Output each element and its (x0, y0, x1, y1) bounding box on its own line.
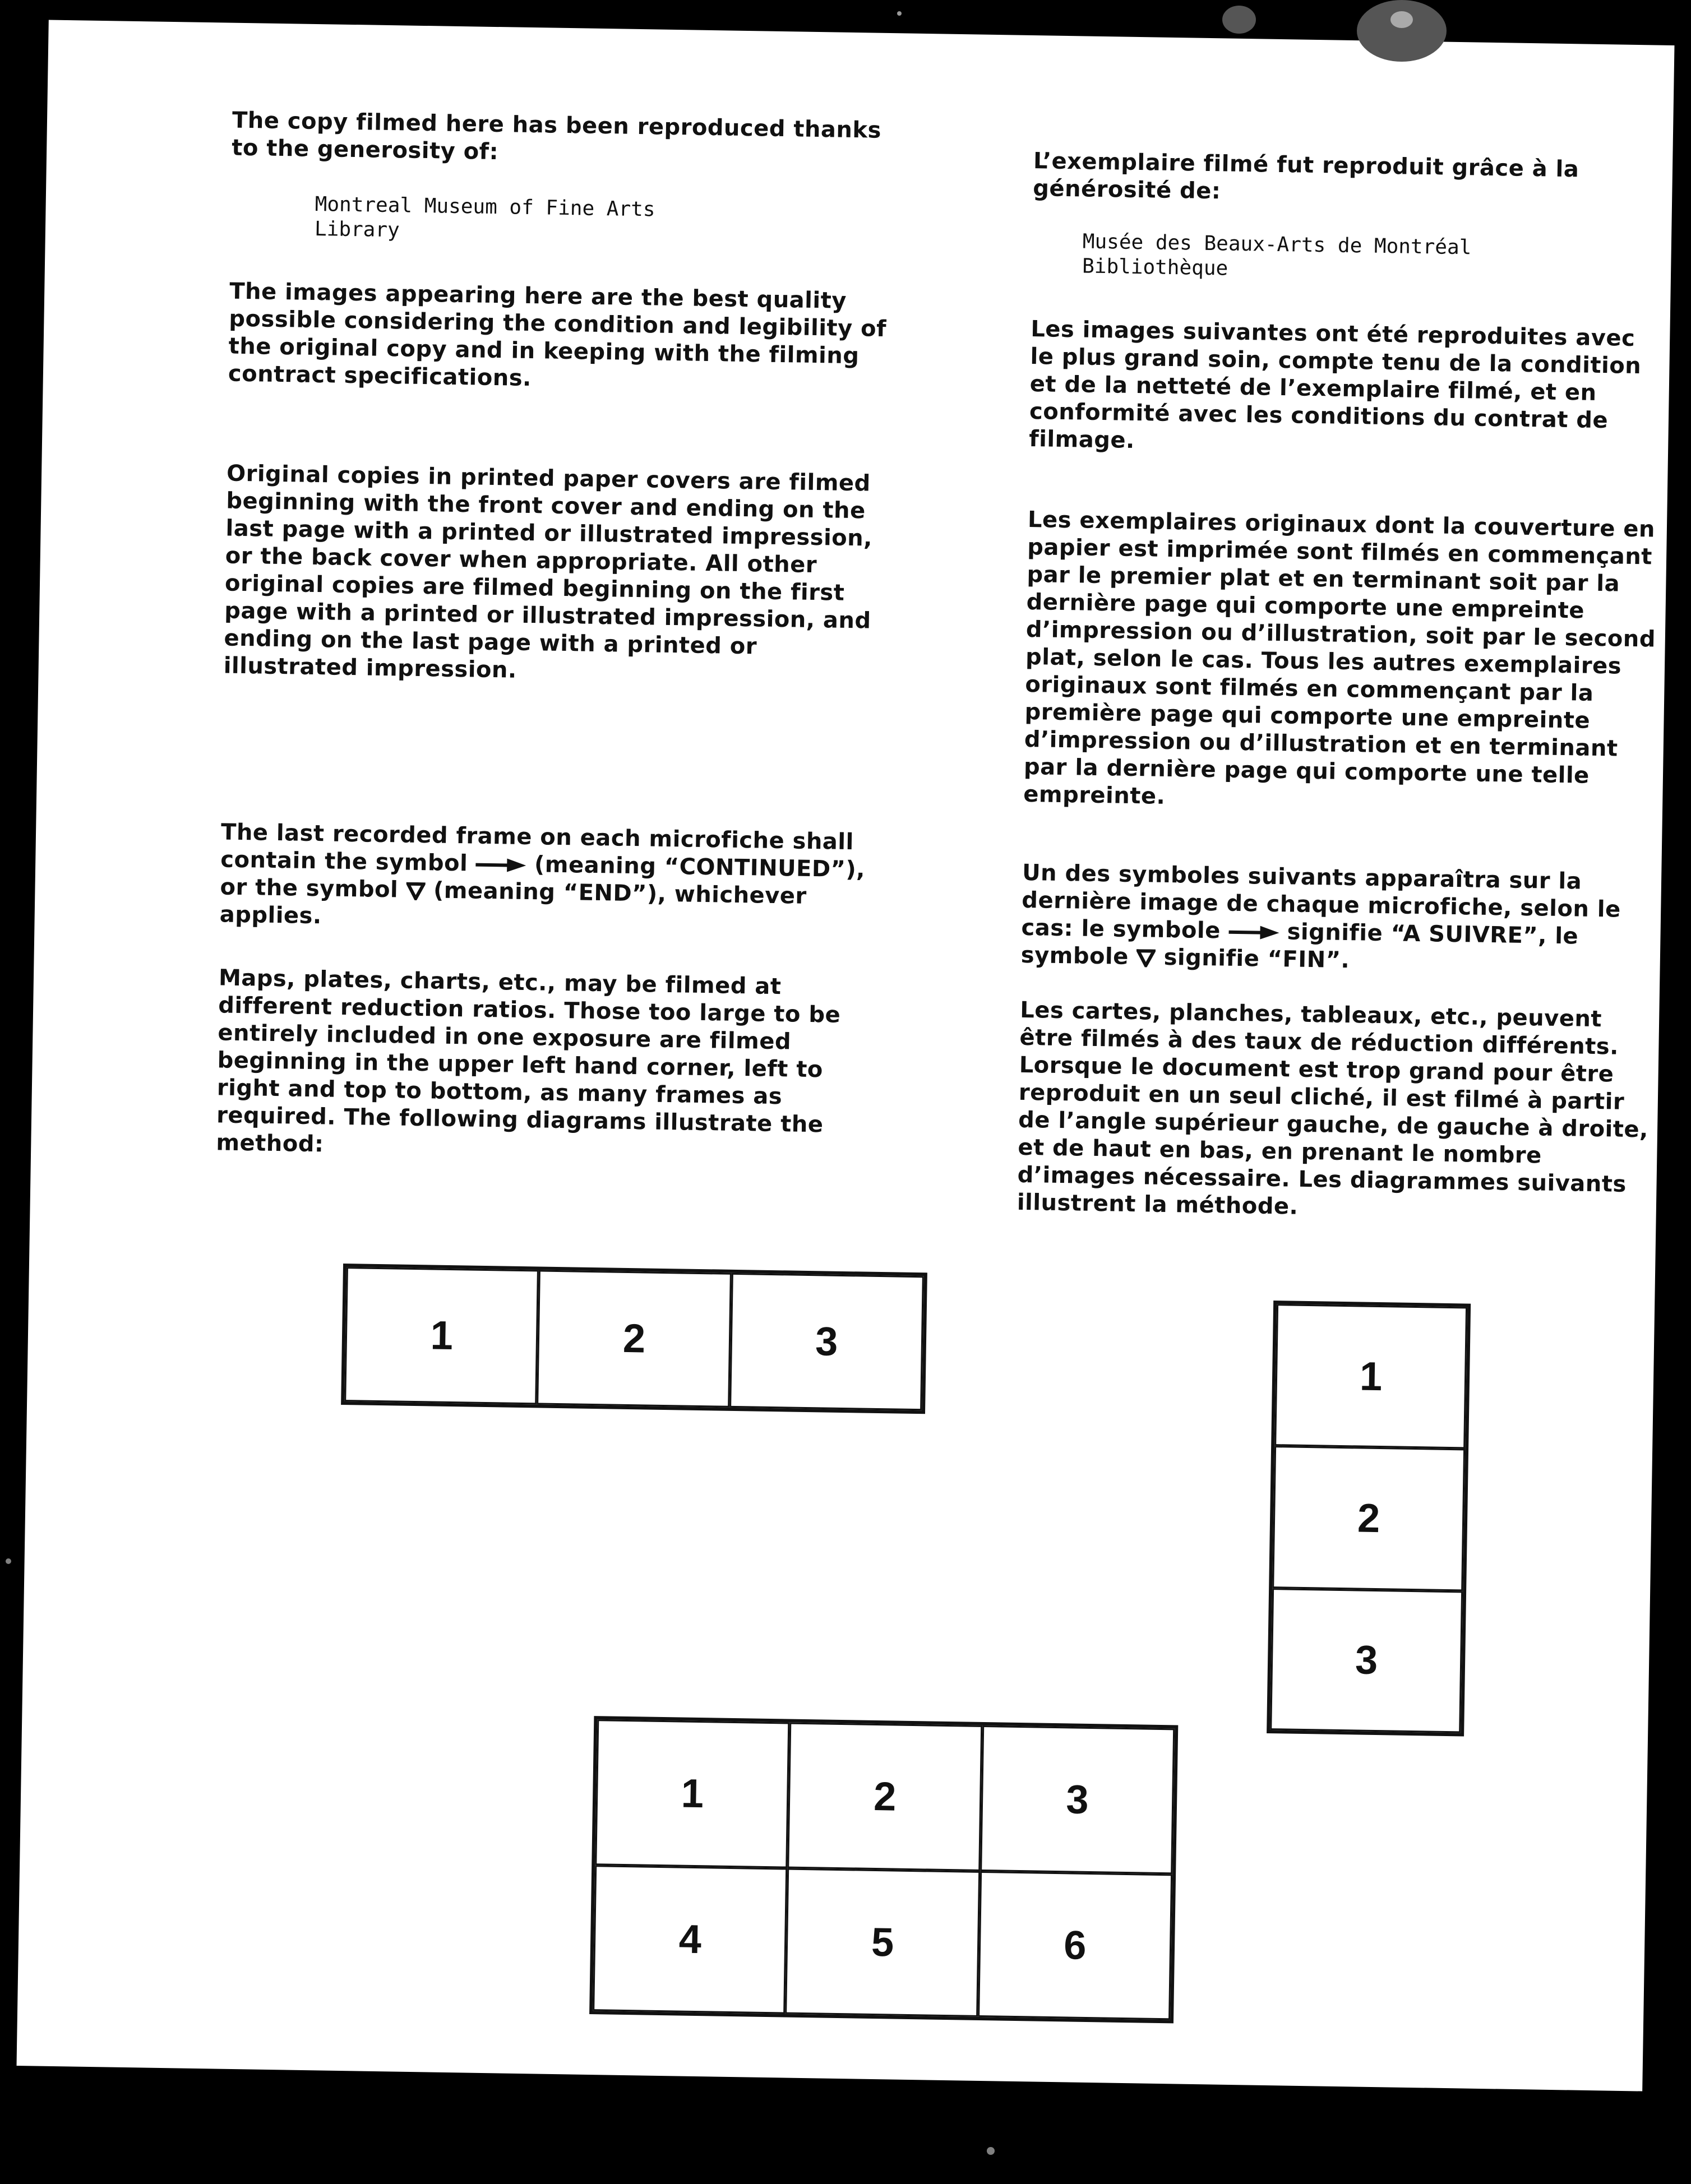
quality-paragraph: The images appearing here are the best quality possible considering the condition and legibility of the original copy and in keeping with the filming contract specifications. (228, 278, 887, 392)
quality-paragraph-fr: Les images suivantes ont été reproduites avec le plus grand soin, compte tenu de la condition et de la netteté de l’exemplaire filmé, et en conformité avec les conditions du contrat de filmage. (1028, 316, 1642, 454)
symbols-text-a: The last recorded frame on each microfiche shall contain the symbol (220, 819, 854, 877)
institution-name (315, 192, 655, 247)
originals-paragraph-fr: Les exemplaires originaux dont la couverture en papier est imprimée sont filmés en commençant par le premier plat et en terminant soit par la dernière page qui comporte une empreinte d’impression ou d’illustration, soit par le second plat, selon le cas. Tous les autres exemplaires originaux sont filmés en commençant par la première page qui comporte une empreinte d’impression ou d’illustration et en terminant par la dernière page qui comporte une telle empreinte. (1023, 506, 1656, 809)
symbols-text-c: (meaning “END”), whichever applies. (219, 877, 807, 929)
down-triangle-icon (1136, 949, 1156, 968)
diagram-row-of-three (341, 1264, 927, 1414)
symbols-text-c-fr: signifie “FIN”. (1163, 944, 1350, 974)
frame-cell: 2 (788, 1723, 982, 1871)
french-column (1016, 35, 1669, 1278)
scan-noise (987, 2147, 995, 2155)
scan-noise (1222, 6, 1256, 34)
thanks-paragraph-fr: L’exemplaire filmé fut reproduit grâce à la générosité de: (1032, 148, 1579, 205)
scan-noise (1357, 0, 1447, 62)
frame-cell: 4 (593, 1865, 787, 2014)
english-column (214, 23, 895, 1266)
thanks-paragraph: The copy filmed here has been reproduced thanks to the generosity of: (231, 107, 882, 165)
scan-noise (897, 11, 902, 16)
scan-noise (1390, 11, 1413, 28)
symbols-paragraph-fr (1020, 859, 1656, 979)
maps-paragraph: Maps, plates, charts, etc., may be filmed at different reduction ratios. Those too large to be entirely included in one exposure are filmed beginning in the upper left hand corner, left to right and top to bottom, as many frames as required. The following diagrams illustrate the method: (216, 965, 841, 1158)
symbols-text-b-fr: signifie “A SUIVRE”, le symbole (1020, 919, 1579, 970)
frame-cell: 3 (1270, 1588, 1463, 1733)
scan-noise (6, 1558, 11, 1564)
frame-cell: 2 (1272, 1446, 1465, 1591)
frame-cell: 1 (1274, 1304, 1467, 1449)
diagram-grid-two-by-three (589, 1716, 1178, 2023)
right-arrow-icon (1228, 926, 1279, 940)
document-page (17, 20, 1675, 2091)
down-triangle-icon (406, 882, 425, 901)
institution-line-1: Montreal Museum of Fine Arts (315, 192, 655, 221)
diagram-column-of-three (1267, 1301, 1471, 1736)
institution-line-2: Library (314, 217, 400, 242)
frame-cell: 1 (595, 1719, 789, 1868)
institution-line-1-fr: Musée des Beaux-Arts de Montréal (1082, 230, 1472, 260)
maps-paragraph-fr: Les cartes, planches, tableaux, etc., peuvent être filmés à des taux de réduction différents. Lorsque le document est trop grand pour être reproduit en un seul cliché, il est filmé à partir de l’angle supérieur gauche, de gauche à droite, et de haut en bas, en prenant le nombre d’images nécessaire. Les diagrammes suivants illustrent la méthode. (1017, 997, 1649, 1220)
frame-cell: 6 (978, 1871, 1172, 2020)
frame-cell: 3 (980, 1725, 1175, 1874)
institution-name-fr (1082, 229, 1472, 285)
frame-cell: 1 (344, 1267, 539, 1404)
symbols-text-b: (meaning “CONTINUED”), or the symbol (220, 852, 866, 903)
originals-paragraph: Original copies in printed paper covers are filmed beginning with the front cover and ending on the last page with a printed or illustrated impression, or the back cover when appropriate. All other original copies are filmed beginning on the first page with a printed or illustrated impression, and ending on the last page with a printed or illustrated impression. (223, 460, 873, 683)
frame-cell: 2 (537, 1270, 731, 1407)
right-arrow-icon (475, 858, 526, 872)
institution-line-2-fr: Bibliothèque (1082, 255, 1228, 280)
symbols-text-a-fr: Un des symboles suivants apparaîtra sur la dernière image de chaque microfiche, selon le cas: le symbole (1021, 859, 1621, 944)
frame-cell: 3 (729, 1273, 924, 1410)
symbols-paragraph (219, 818, 883, 939)
frame-cell: 5 (785, 1868, 980, 2017)
